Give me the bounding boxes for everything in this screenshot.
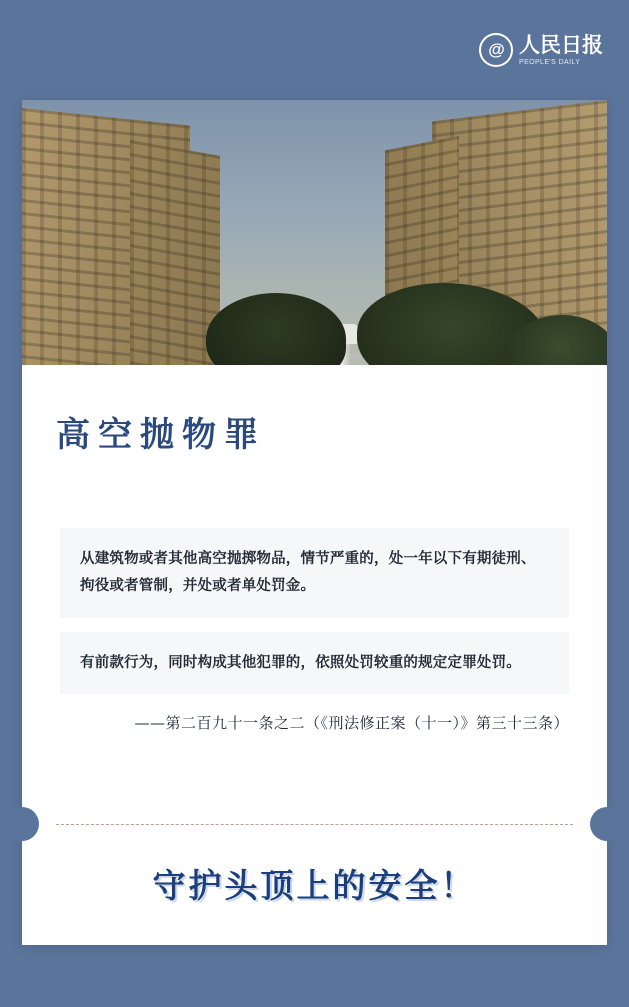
law-paragraph-2: 有前款行为，同时构成其他犯罪的，依照处罚较重的规定定罪处罚。 <box>60 632 569 695</box>
perforation-notch-right <box>590 807 624 841</box>
poster-card <box>22 100 607 945</box>
slogan-text: 守护头顶上的安全！ <box>152 866 477 905</box>
at-sign-icon <box>479 33 513 67</box>
perforation-notch-left <box>5 807 39 841</box>
perforation-dashed-line <box>56 824 573 825</box>
hero-photo <box>22 100 607 365</box>
brand-text <box>519 32 603 66</box>
law-citation: ——第二百九十一条之二（《刑法修正案（十一）》第三十三条） <box>134 714 569 733</box>
brand-logo-block <box>479 33 603 67</box>
at-glyph: @ <box>488 39 504 59</box>
brand-name-en: PEOPLE'S DAILY <box>519 58 581 66</box>
header <box>0 0 629 100</box>
page-title: 高空抛物罪 <box>56 415 266 455</box>
brand-name-cn: 人民日报 <box>519 32 603 57</box>
law-paragraph-1: 从建筑物或者其他高空抛掷物品，情节严重的，处一年以下有期徒刑、拘役或者管制，并处或者单处罚金。 <box>60 528 569 618</box>
